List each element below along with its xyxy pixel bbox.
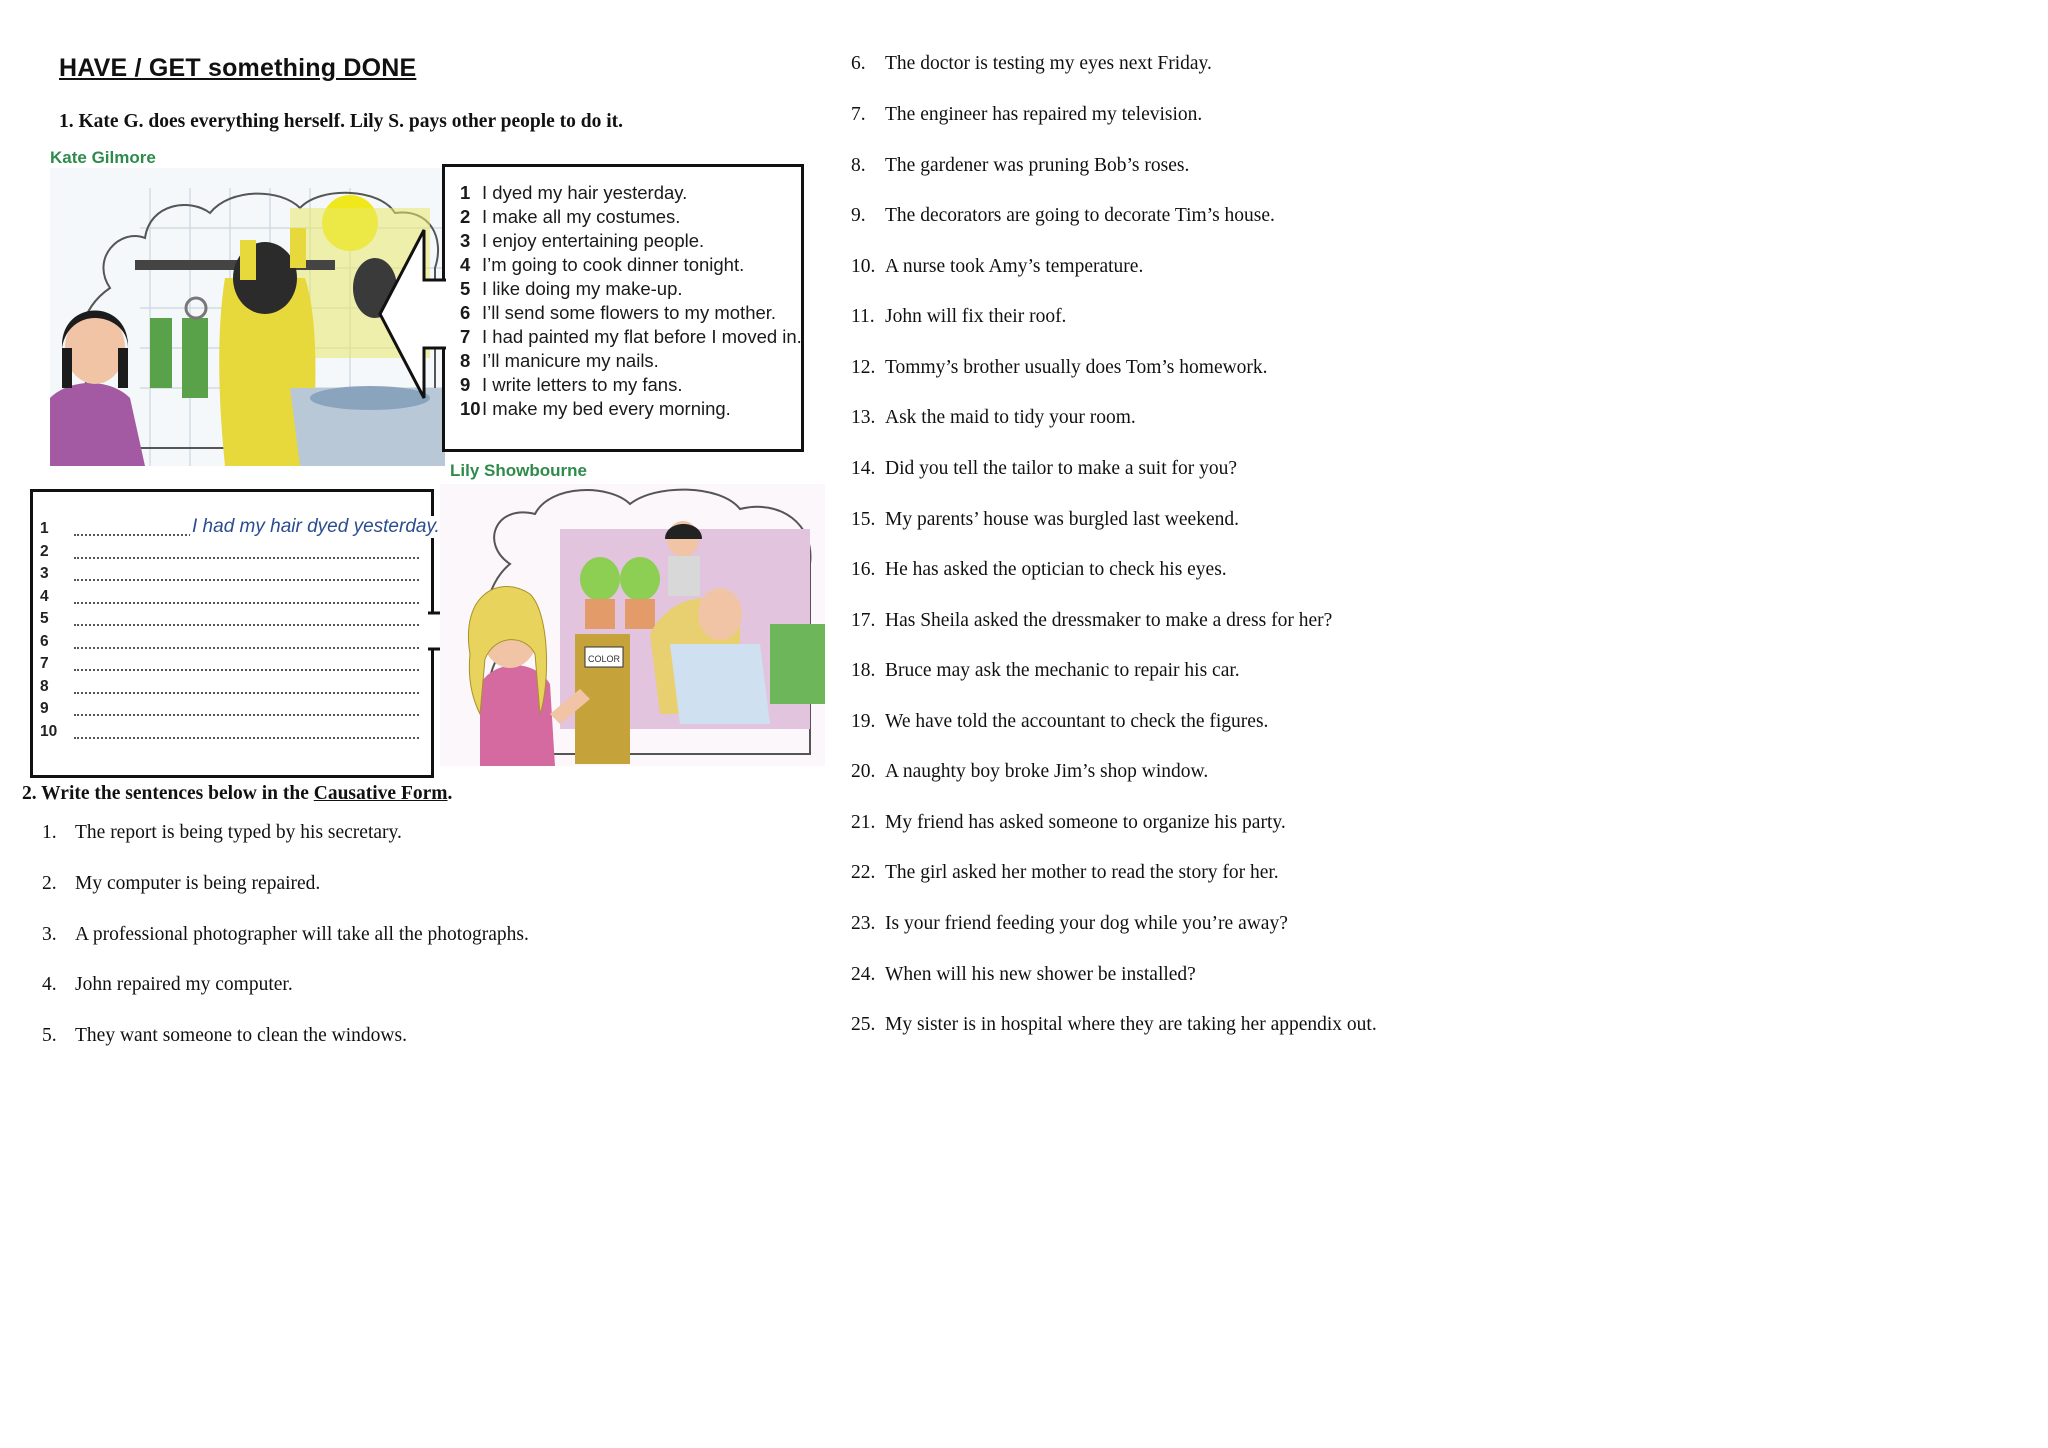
worksheet-title: HAVE / GET something DONE: [59, 54, 417, 82]
left-arrow-icon: [376, 226, 448, 402]
example-answer: I had my hair dyed yesterday.: [192, 516, 440, 537]
answer-lines: [40, 516, 440, 760]
lily-name-label: Lily Showbourne: [450, 461, 587, 480]
answer-line[interactable]: 3: [40, 565, 49, 583]
list-item: 6 I’ll send some flowers to my mother.: [460, 302, 777, 323]
answer-line[interactable]: 8: [40, 678, 49, 696]
answer-line[interactable]: 5: [40, 610, 49, 628]
list-item: 3 I enjoy entertaining people.: [460, 230, 705, 251]
exercise-2-instruction: 2. Write the sentences below in the Causative Form.: [22, 783, 453, 804]
answer-line[interactable]: 1 I had my hair dyed yesterday.: [40, 516, 440, 537]
exercise-1-instruction: 1. Kate G. does everything herself. Lily S. pays other people to do it.: [59, 111, 624, 132]
answer-line[interactable]: 6: [40, 633, 49, 651]
lily-illustration: [440, 484, 825, 766]
answer-line[interactable]: 4: [40, 588, 49, 606]
list-item: 1 I dyed my hair yesterday.: [460, 182, 688, 203]
kate-name-label: Kate Gilmore: [50, 148, 156, 167]
list-item: 9 I write letters to my fans.: [460, 374, 683, 395]
answer-line[interactable]: 7: [40, 655, 49, 673]
list-item: 5 I like doing my make-up.: [460, 278, 683, 299]
list-item: 7 I had painted my flat before I moved in.: [460, 326, 802, 347]
list-item: 4 I’m going to cook dinner tonight.: [460, 254, 745, 275]
list-item: 8 I’ll manicure my nails.: [460, 350, 659, 371]
list-item: 10I make my bed every morning.: [460, 398, 731, 419]
list-item: 2 I make all my costumes.: [460, 206, 681, 227]
causative-form-term: Causative Form: [313, 783, 448, 804]
answer-line[interactable]: 9: [40, 700, 49, 718]
answer-line[interactable]: 10: [40, 723, 57, 741]
answer-line[interactable]: 2: [40, 543, 49, 561]
salon-sign-text: COLOR: [587, 654, 621, 664]
